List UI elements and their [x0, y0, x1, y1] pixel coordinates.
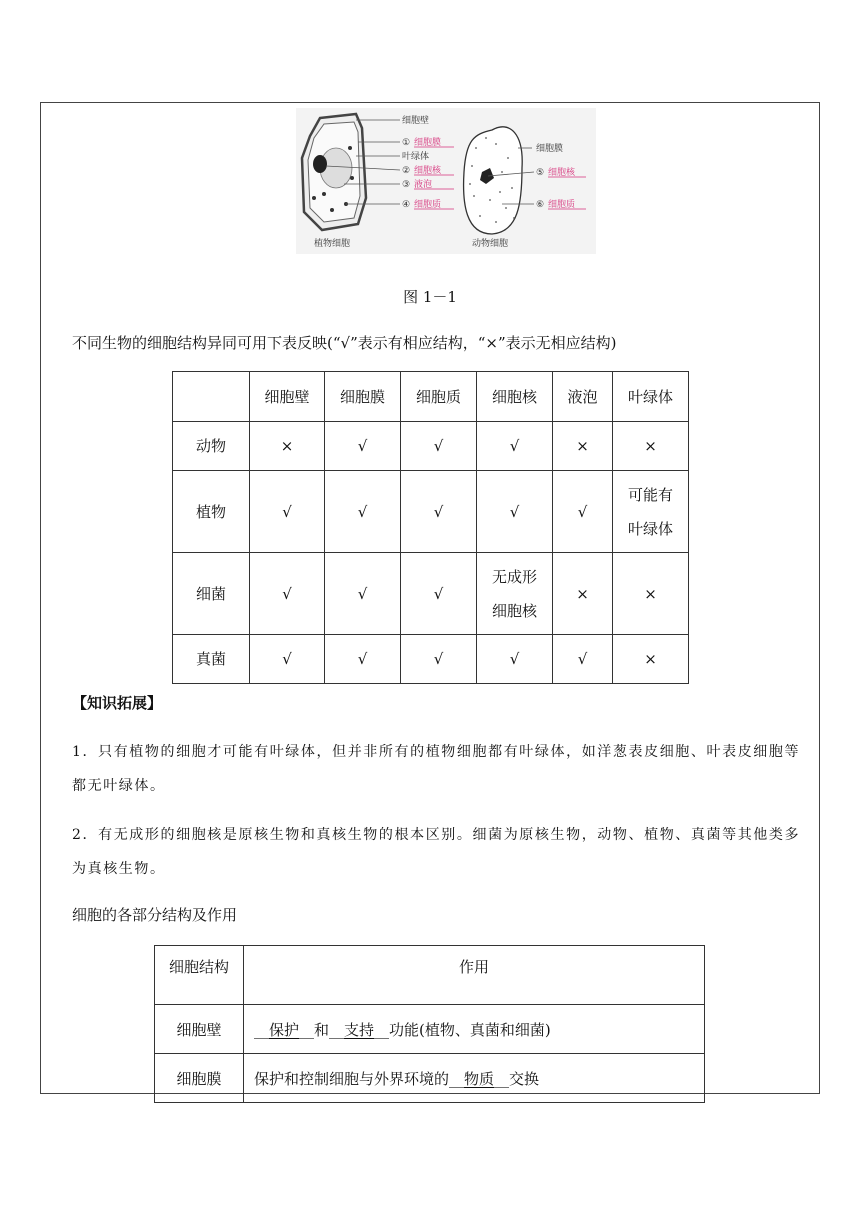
row-label: 细胞壁 [155, 1005, 244, 1054]
answer-blank: 物质 [464, 1069, 495, 1088]
table-cell: √ [477, 471, 553, 553]
plant-cell-caption: 植物细胞 [314, 239, 351, 249]
table-cell: √ [250, 471, 325, 553]
svg-text:③: ③ [402, 180, 411, 190]
table-cell: √ [553, 635, 613, 684]
table-intro-text: 不同生物的细胞结构异同可用下表反映(“√”表示有相应结构，“×”表示无相应结构) [72, 334, 617, 352]
table-cell: √ [325, 422, 401, 471]
svg-text:④: ④ [402, 200, 411, 210]
plant-label-1: 细胞膜 [414, 138, 442, 148]
header-cell: 叶绿体 [613, 372, 689, 422]
plant-cell-drawing [302, 114, 366, 230]
animal-cell-drawing [464, 127, 523, 234]
table-cell: × [613, 635, 689, 684]
answer-blank: 保护 [269, 1020, 300, 1039]
table-cell: √ [477, 422, 553, 471]
animal-cell-caption: 动物细胞 [472, 239, 509, 249]
plant-label-5: 细胞质 [414, 200, 442, 210]
row-label: 真菌 [173, 635, 250, 684]
table-row [173, 422, 689, 471]
answer-blank: 支持 [344, 1020, 375, 1039]
table-cell: × [613, 553, 689, 635]
table-cell: √ [401, 635, 477, 684]
cell-function-table [154, 945, 705, 1103]
header-cell: 细胞核 [477, 372, 553, 422]
table-cell: 无成形细胞核 [477, 553, 553, 635]
figure-caption: 图 1－1 [403, 288, 457, 306]
header-cell: 细胞结构 [155, 946, 244, 1005]
table-header-row [173, 372, 689, 422]
table-row [173, 635, 689, 684]
table-cell: × [553, 553, 613, 635]
plant-label-4: 液泡 [414, 180, 433, 190]
table-cell: √ [477, 635, 553, 684]
table-cell: √ [325, 553, 401, 635]
row-label: 细菌 [173, 553, 250, 635]
header-cell: 作用 [244, 946, 705, 1005]
row-label: 植物 [173, 471, 250, 553]
table-cell: √ [250, 553, 325, 635]
section-title: 细胞的各部分结构及作用 [72, 906, 238, 924]
header-cell: 细胞壁 [250, 372, 325, 422]
knowledge-extension-title: 【知识拓展】 [72, 694, 163, 712]
extension-paragraph-2: 2．有无成形的细胞核是原核生物和真核生物的根本区别。细菌为原核生物，动物、植物、真菌等其他类多为真核生物。 [72, 827, 801, 877]
extension-paragraph-1: 1．只有植物的细胞才可能有叶绿体，但并非所有的植物细胞都有叶绿体，如洋葱表皮细胞、叶表皮细胞等都无叶绿体。 [72, 744, 801, 794]
plant-label-2: 叶绿体 [402, 152, 430, 162]
plant-label-3: 细胞核 [414, 166, 442, 176]
table-cell: × [613, 422, 689, 471]
cell-diagram-figure [296, 108, 596, 254]
animal-label-2: 细胞质 [548, 200, 576, 210]
cell-comparison-table [172, 371, 689, 684]
animal-label-0: 细胞膜 [536, 144, 564, 154]
row-label: 动物 [173, 422, 250, 471]
row-label: 细胞膜 [155, 1054, 244, 1103]
svg-text:⑥: ⑥ [536, 200, 545, 210]
svg-text:⑤: ⑤ [536, 168, 545, 178]
table-cell: √ [401, 471, 477, 553]
table-cell: × [250, 422, 325, 471]
table-cell: √ [553, 471, 613, 553]
table-row [155, 1005, 705, 1054]
header-cell: 液泡 [553, 372, 613, 422]
plant-label-0: 细胞壁 [402, 116, 430, 126]
table-cell: √ [325, 471, 401, 553]
svg-text:①: ① [402, 138, 411, 148]
table-cell: √ [250, 635, 325, 684]
animal-label-1: 细胞核 [548, 168, 576, 178]
table-cell: √ [401, 553, 477, 635]
table-cell: √ [401, 422, 477, 471]
table-cell: √ [325, 635, 401, 684]
svg-text:②: ② [402, 166, 411, 176]
table-header-row [155, 946, 705, 1005]
table-cell: 可能有叶绿体 [613, 471, 689, 553]
function-cell: 保护和控制细胞与外界环境的__物质__交换 [244, 1054, 705, 1103]
table-row [155, 1054, 705, 1103]
header-cell [173, 372, 250, 422]
table-cell: × [553, 422, 613, 471]
header-cell: 细胞膜 [325, 372, 401, 422]
table-row [173, 553, 689, 635]
table-row [173, 471, 689, 553]
header-cell: 细胞质 [401, 372, 477, 422]
function-cell: __保护__和__支持__功能(植物、真菌和细菌) [244, 1005, 705, 1054]
